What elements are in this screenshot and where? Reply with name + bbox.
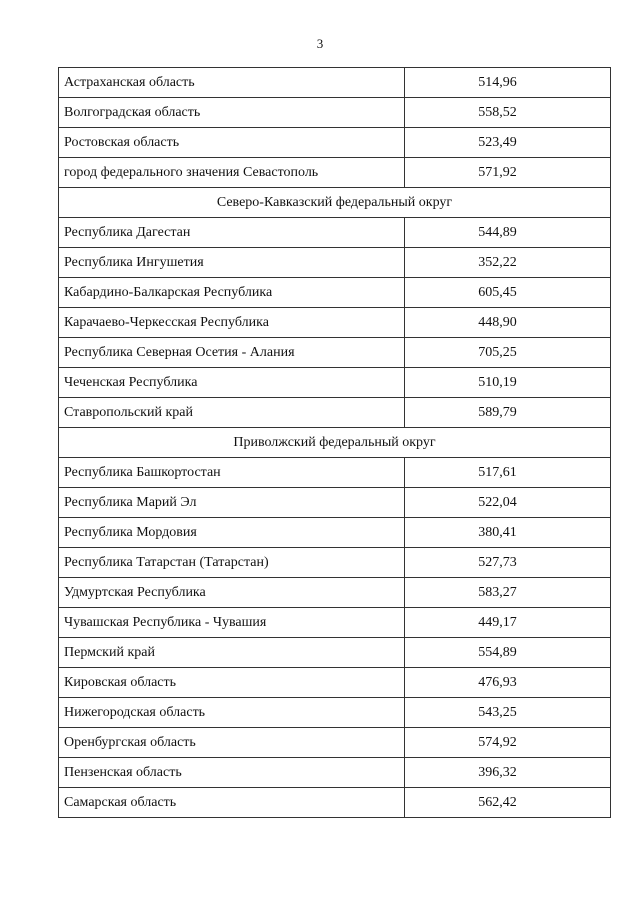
region-name-cell: Республика Башкортостан bbox=[59, 458, 405, 488]
table-row bbox=[59, 128, 611, 158]
table-row bbox=[59, 668, 611, 698]
region-value-cell: 476,93 bbox=[405, 668, 611, 698]
table-row bbox=[59, 608, 611, 638]
region-name-cell: Волгоградская область bbox=[59, 98, 405, 128]
table-row bbox=[59, 638, 611, 668]
district-header-row bbox=[59, 428, 611, 458]
region-name-cell: Пензенская область bbox=[59, 758, 405, 788]
region-value-cell: 527,73 bbox=[405, 548, 611, 578]
table-row bbox=[59, 308, 611, 338]
region-name-cell: Чеченская Республика bbox=[59, 368, 405, 398]
table-row bbox=[59, 698, 611, 728]
region-name-cell: Оренбургская область bbox=[59, 728, 405, 758]
region-value-cell: 510,19 bbox=[405, 368, 611, 398]
table-row bbox=[59, 458, 611, 488]
region-value-cell: 514,96 bbox=[405, 68, 611, 98]
region-value-cell: 543,25 bbox=[405, 698, 611, 728]
table-row bbox=[59, 728, 611, 758]
region-name-cell: Кабардино-Балкарская Республика bbox=[59, 278, 405, 308]
region-name-cell: Нижегородская область bbox=[59, 698, 405, 728]
region-value-cell: 589,79 bbox=[405, 398, 611, 428]
region-value-cell: 380,41 bbox=[405, 518, 611, 548]
region-value-cell: 448,90 bbox=[405, 308, 611, 338]
region-value-cell: 352,22 bbox=[405, 248, 611, 278]
table-row bbox=[59, 578, 611, 608]
region-value-cell: 517,61 bbox=[405, 458, 611, 488]
region-value-cell: 574,92 bbox=[405, 728, 611, 758]
region-value-cell: 705,25 bbox=[405, 338, 611, 368]
region-name-cell: Республика Ингушетия bbox=[59, 248, 405, 278]
district-header-row bbox=[59, 188, 611, 218]
region-value-cell: 554,89 bbox=[405, 638, 611, 668]
region-value-cell: 522,04 bbox=[405, 488, 611, 518]
region-name-cell: Астраханская область bbox=[59, 68, 405, 98]
table-row bbox=[59, 278, 611, 308]
region-name-cell: Республика Дагестан bbox=[59, 218, 405, 248]
region-name-cell: Ростовская область bbox=[59, 128, 405, 158]
table-row bbox=[59, 218, 611, 248]
region-name-cell: Республика Татарстан (Татарстан) bbox=[59, 548, 405, 578]
regions-table bbox=[58, 67, 611, 818]
region-value-cell: 605,45 bbox=[405, 278, 611, 308]
region-name-cell: Карачаево-Черкесская Республика bbox=[59, 308, 405, 338]
region-value-cell: 396,32 bbox=[405, 758, 611, 788]
regions-table-body bbox=[59, 68, 611, 818]
region-value-cell: 449,17 bbox=[405, 608, 611, 638]
region-name-cell: Кировская область bbox=[59, 668, 405, 698]
region-name-cell: Удмуртская Республика bbox=[59, 578, 405, 608]
table-row bbox=[59, 368, 611, 398]
region-value-cell: 523,49 bbox=[405, 128, 611, 158]
region-name-cell: Пермский край bbox=[59, 638, 405, 668]
page-number: 3 bbox=[316, 36, 324, 51]
table-row bbox=[59, 398, 611, 428]
region-value-cell: 583,27 bbox=[405, 578, 611, 608]
district-header: Приволжский федеральный округ bbox=[59, 428, 611, 458]
table-row bbox=[59, 548, 611, 578]
region-name-cell: город федерального значения Севастополь bbox=[59, 158, 405, 188]
table-row bbox=[59, 788, 611, 818]
district-header: Северо-Кавказский федеральный округ bbox=[59, 188, 611, 218]
table-row bbox=[59, 758, 611, 788]
region-value-cell: 558,52 bbox=[405, 98, 611, 128]
table-row bbox=[59, 488, 611, 518]
region-value-cell: 562,42 bbox=[405, 788, 611, 818]
table-row bbox=[59, 338, 611, 368]
region-value-cell: 544,89 bbox=[405, 218, 611, 248]
region-name-cell: Республика Мордовия bbox=[59, 518, 405, 548]
region-name-cell: Чувашская Республика - Чувашия bbox=[59, 608, 405, 638]
region-name-cell: Республика Марий Эл bbox=[59, 488, 405, 518]
table-row bbox=[59, 98, 611, 128]
region-value-cell: 571,92 bbox=[405, 158, 611, 188]
region-name-cell: Республика Северная Осетия - Алания bbox=[59, 338, 405, 368]
table-row bbox=[59, 158, 611, 188]
table-row bbox=[59, 248, 611, 278]
region-name-cell: Ставропольский край bbox=[59, 398, 405, 428]
table-row bbox=[59, 68, 611, 98]
table-row bbox=[59, 518, 611, 548]
region-name-cell: Самарская область bbox=[59, 788, 405, 818]
